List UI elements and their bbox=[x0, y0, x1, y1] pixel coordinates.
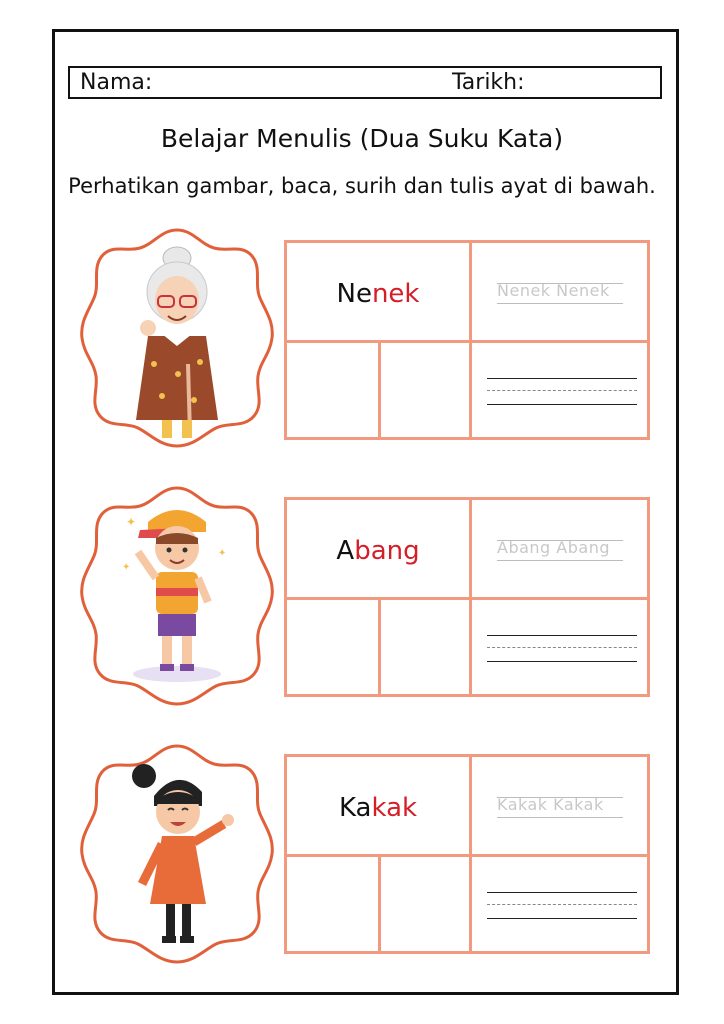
date-label: Tarikh: bbox=[452, 70, 525, 95]
trace-box[interactable] bbox=[473, 243, 647, 340]
writing-lines[interactable] bbox=[473, 857, 647, 951]
instruction-text: Perhatikan gambar, baca, surih dan tulis ayat di bawah. bbox=[68, 174, 656, 198]
girl-frame bbox=[78, 740, 276, 968]
writing-lines[interactable] bbox=[473, 343, 647, 437]
word-abang: Abang bbox=[336, 536, 420, 566]
word-nenek: Nenek bbox=[336, 279, 420, 309]
trace-text: Abang Abang bbox=[497, 538, 610, 557]
svg-text:✦: ✦ bbox=[122, 562, 131, 573]
trace-box[interactable] bbox=[473, 500, 647, 597]
trace-box[interactable] bbox=[473, 757, 647, 854]
svg-text:✦: ✦ bbox=[126, 515, 137, 529]
boy-frame bbox=[78, 482, 276, 710]
name-date-bar bbox=[68, 66, 662, 99]
trace-text: Kakak Kakak bbox=[497, 795, 604, 814]
writing-grid bbox=[284, 497, 650, 697]
writing-lines[interactable] bbox=[473, 600, 647, 694]
word-kakak: Kakak bbox=[338, 793, 418, 823]
worksheet-title: Belajar Menulis (Dua Suku Kata) bbox=[160, 124, 564, 153]
name-label: Nama: bbox=[80, 70, 153, 95]
writing-grid bbox=[284, 240, 650, 440]
writing-grid bbox=[284, 754, 650, 954]
svg-text:✦: ✦ bbox=[218, 548, 227, 559]
grandmother-frame bbox=[78, 224, 276, 452]
trace-text: Nenek Nenek bbox=[497, 281, 610, 300]
